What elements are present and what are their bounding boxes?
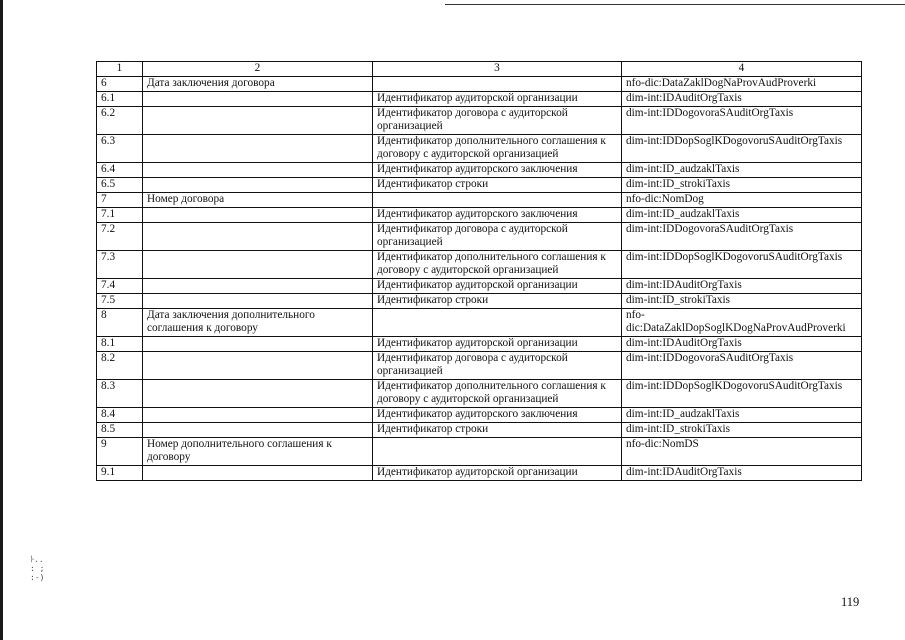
- table-cell-col2: [143, 294, 373, 309]
- table-cell-col1: 7.1: [97, 208, 143, 223]
- taxonomy-table: [96, 61, 862, 481]
- table-cell-col4: dim-int:IDDogovoraSAuditOrgTaxis: [622, 107, 862, 135]
- table-cell-col2: [143, 163, 373, 178]
- table-cell-col3: [373, 438, 622, 466]
- table-cell-col2: [143, 223, 373, 251]
- table-cell-col2: [143, 279, 373, 294]
- table-cell-col1: 6.2: [97, 107, 143, 135]
- table-row: [97, 163, 862, 178]
- table-cell-col4: nfo-dic:DataZaklDogNaProvAudProverki: [622, 77, 862, 92]
- table-cell-col2: [143, 107, 373, 135]
- table-cell-col4: dim-int:ID_audzaklTaxis: [622, 408, 862, 423]
- table-cell-col1: 8.2: [97, 352, 143, 380]
- table-cell-col4: dim-int:ID_strokiTaxis: [622, 294, 862, 309]
- table-cell-col1: 6.5: [97, 178, 143, 193]
- table-row: [97, 193, 862, 208]
- table-cell-col2: [143, 208, 373, 223]
- table-row: [97, 352, 862, 380]
- table-cell-col4: dim-int:IDDogovoraSAuditOrgTaxis: [622, 223, 862, 251]
- table-row: [97, 92, 862, 107]
- table-cell-col2: [143, 135, 373, 163]
- table-cell-col3: Идентификатор дополнительного соглашения к договору с аудиторской организацией: [373, 251, 622, 279]
- table-cell-col1: 9: [97, 438, 143, 466]
- table-cell-col3: Идентификатор аудиторской организации: [373, 279, 622, 294]
- header-cell-4: 4: [622, 62, 862, 77]
- table-cell-col1: 8: [97, 309, 143, 337]
- table-cell-col4: nfo-dic:NomDS: [622, 438, 862, 466]
- table-cell-col4: dim-int:IDAuditOrgTaxis: [622, 279, 862, 294]
- table-cell-col4: dim-int:IDDopSoglKDogovoruSAuditOrgTaxis: [622, 251, 862, 279]
- table-cell-col1: 8.5: [97, 423, 143, 438]
- scan-margin-marks: ﾄ.. : ; :-): [30, 555, 45, 582]
- table-cell-col1: 7.5: [97, 294, 143, 309]
- table-cell-col4: dim-int:IDAuditOrgTaxis: [622, 92, 862, 107]
- table-cell-col4: dim-int:IDDopSoglKDogovoruSAuditOrgTaxis: [622, 135, 862, 163]
- table-cell-col2: [143, 423, 373, 438]
- table-cell-col1: 7.4: [97, 279, 143, 294]
- top-rule: [445, 4, 905, 5]
- table-cell-col3: Идентификатор аудиторского заключения: [373, 163, 622, 178]
- table-cell-col4: dim-int:ID_strokiTaxis: [622, 423, 862, 438]
- table-cell-col4: dim-int:IDDogovoraSAuditOrgTaxis: [622, 352, 862, 380]
- table-cell-col2: [143, 92, 373, 107]
- table-cell-col2: Номер дополнительного соглашения к договору: [143, 438, 373, 466]
- table-cell-col2: [143, 178, 373, 193]
- table-cell-col1: 7.2: [97, 223, 143, 251]
- table-cell-col3: Идентификатор договора с аудиторской организацией: [373, 223, 622, 251]
- table-row: [97, 251, 862, 279]
- table-row: [97, 77, 862, 92]
- table-cell-col2: [143, 337, 373, 352]
- table-cell-col4: nfo-dic:DataZaklDopSoglKDogNaProvAudProverki: [622, 309, 862, 337]
- table-cell-col4: dim-int:ID_audzaklTaxis: [622, 208, 862, 223]
- table-row: [97, 309, 862, 337]
- table-row: [97, 178, 862, 193]
- table-cell-col3: Идентификатор строки: [373, 178, 622, 193]
- table-row: [97, 438, 862, 466]
- table-cell-col3: [373, 77, 622, 92]
- table-cell-col2: [143, 352, 373, 380]
- table-cell-col1: 9.1: [97, 466, 143, 481]
- scan-left-edge: [0, 0, 3, 640]
- table-cell-col4: dim-int:ID_strokiTaxis: [622, 178, 862, 193]
- table-cell-col4: dim-int:ID_audzaklTaxis: [622, 163, 862, 178]
- table-cell-col3: Идентификатор договора с аудиторской организацией: [373, 107, 622, 135]
- table-cell-col3: [373, 309, 622, 337]
- table-row: [97, 279, 862, 294]
- table-header-row: [97, 62, 862, 77]
- table-cell-col1: 7.3: [97, 251, 143, 279]
- table-cell-col4: dim-int:IDAuditOrgTaxis: [622, 337, 862, 352]
- table-cell-col1: 6.4: [97, 163, 143, 178]
- table-row: [97, 294, 862, 309]
- table-cell-col3: Идентификатор аудиторской организации: [373, 337, 622, 352]
- table-cell-col1: 7: [97, 193, 143, 208]
- table-cell-col1: 8.4: [97, 408, 143, 423]
- table-cell-col1: 8.1: [97, 337, 143, 352]
- table-row: [97, 107, 862, 135]
- table-row: [97, 423, 862, 438]
- table-cell-col2: Дата заключения дополнительного соглашения к договору: [143, 309, 373, 337]
- header-cell-1: 1: [97, 62, 143, 77]
- table-cell-col3: [373, 193, 622, 208]
- table-row: [97, 380, 862, 408]
- table-cell-col2: [143, 380, 373, 408]
- header-cell-2: 2: [143, 62, 373, 77]
- table-cell-col3: Идентификатор дополнительного соглашения к договору с аудиторской организацией: [373, 135, 622, 163]
- table-cell-col2: [143, 408, 373, 423]
- table-cell-col2: Номер договора: [143, 193, 373, 208]
- table-cell-col4: dim-int:IDDopSoglKDogovoruSAuditOrgTaxis: [622, 380, 862, 408]
- table-row: [97, 223, 862, 251]
- table-cell-col3: Идентификатор строки: [373, 294, 622, 309]
- page-number: 119: [841, 595, 860, 609]
- table-cell-col2: Дата заключения договора: [143, 77, 373, 92]
- table-cell-col2: [143, 251, 373, 279]
- table-cell-col3: Идентификатор дополнительного соглашения к договору с аудиторской организацией: [373, 380, 622, 408]
- table-cell-col1: 6.3: [97, 135, 143, 163]
- table-cell-col4: nfo-dic:NomDog: [622, 193, 862, 208]
- header-cell-3: 3: [373, 62, 622, 77]
- table-cell-col3: Идентификатор договора с аудиторской организацией: [373, 352, 622, 380]
- table-cell-col3: Идентификатор аудиторской организации: [373, 466, 622, 481]
- table-cell-col1: 6.1: [97, 92, 143, 107]
- table-cell-col3: Идентификатор аудиторской организации: [373, 92, 622, 107]
- table-row: [97, 337, 862, 352]
- table-cell-col3: Идентификатор аудиторского заключения: [373, 208, 622, 223]
- table-row: [97, 466, 862, 481]
- table-cell-col1: 6: [97, 77, 143, 92]
- table-cell-col1: 8.3: [97, 380, 143, 408]
- table-cell-col4: dim-int:IDAuditOrgTaxis: [622, 466, 862, 481]
- table-cell-col2: [143, 466, 373, 481]
- table-row: [97, 208, 862, 223]
- table-cell-col3: Идентификатор строки: [373, 423, 622, 438]
- table-row: [97, 408, 862, 423]
- table-row: [97, 135, 862, 163]
- table-cell-col3: Идентификатор аудиторского заключения: [373, 408, 622, 423]
